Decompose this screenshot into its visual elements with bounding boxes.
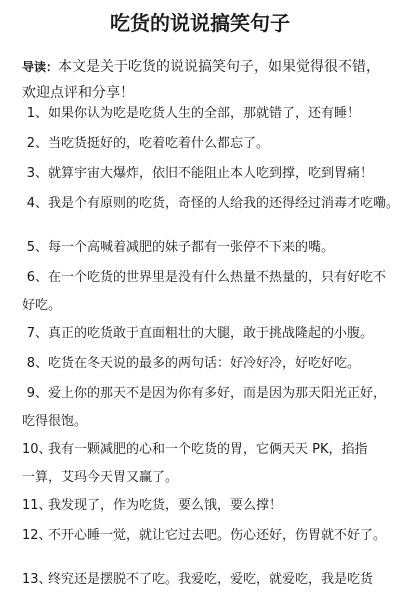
list-item: [22, 264, 386, 320]
item-text: 就算宇宙大爆炸，依旧不能阻止本人吃到撑，吃到胃痛！: [48, 166, 374, 181]
item-text: 我有一颗减肥的心和一个吃货的胃，它俩天天 PK，掐指: [48, 442, 368, 457]
item-number: 12、: [22, 528, 52, 543]
item-text: 在一个吃货的世界里是没有什么热量不热量的，只有好吃不: [48, 270, 387, 285]
item-text: 真正的吃货敢于直面粗壮的大腿，敢于挑战隆起的小腹。: [48, 326, 374, 341]
item-number: 8、: [26, 356, 48, 371]
item-text: 我是个有原则的吃货，奇怪的人给我的还得经过消毒才吃嘞。: [48, 196, 400, 211]
item-text: 我发现了，作为吃货，要么饿，要么撑！: [48, 498, 283, 513]
item-text-continued: 吃得很饱。: [22, 414, 88, 429]
intro-text-line2: 欢迎点评和分享！: [22, 85, 134, 101]
list-item: [22, 492, 386, 520]
list-item: [22, 350, 386, 378]
item-number: 9、: [26, 386, 48, 401]
item-number: 4、: [26, 196, 48, 211]
item-text: 如果你认为吃是吃货人生的全部，那就错了，还有睡！: [48, 106, 361, 121]
item-text-continued: 一算，艾玛今天胃又赢了。: [22, 470, 179, 485]
item-number: 2、: [26, 136, 48, 151]
list-item: [22, 100, 386, 128]
item-number: 7、: [26, 326, 48, 341]
list-item: [22, 234, 386, 262]
item-text: 爱上你的那天不是因为你有多好，而是因为那天阳光正好，: [48, 386, 387, 401]
list-item: [22, 566, 386, 594]
intro-label: 导读：: [22, 60, 59, 74]
item-text: 不开心睡一觉，就让它过去吧。伤心还好，伤胃就不好了。: [48, 528, 387, 543]
item-text: 当吃货挺好的，吃着吃着什么都忘了。: [48, 136, 270, 151]
item-number: 3、: [26, 166, 48, 181]
list-item: [22, 190, 400, 218]
item-number: 5、: [26, 240, 48, 255]
intro-text-line1: 本文是关于吃货的说说搞笑句子，如果觉得很不错，: [58, 59, 381, 75]
item-text-continued: 好吃。: [22, 298, 62, 313]
list-item: [22, 436, 386, 492]
list-item: [22, 320, 386, 348]
list-item: [22, 380, 386, 436]
item-number: 13、: [22, 572, 52, 587]
list-item: [22, 160, 386, 188]
item-text: 每一个高喊着减肥的妹子都有一张停不下来的嘴。: [48, 240, 335, 255]
item-number: 10、: [22, 442, 52, 457]
list-item: [22, 522, 386, 550]
item-text: 终究还是摆脱不了吃。我爱吃，爱吃，就爱吃，我是吃货: [48, 572, 374, 587]
item-number: 1、: [26, 106, 48, 121]
item-number: 11、: [22, 498, 52, 513]
item-text: 吃货在冬天说的最多的两句话：好冷好冷，好吃好吃。: [48, 356, 361, 371]
list-item: [22, 130, 386, 158]
page-title: 吃货的说说搞笑句子: [110, 11, 290, 35]
intro-paragraph: [22, 54, 382, 106]
item-number: 6、: [26, 270, 48, 285]
